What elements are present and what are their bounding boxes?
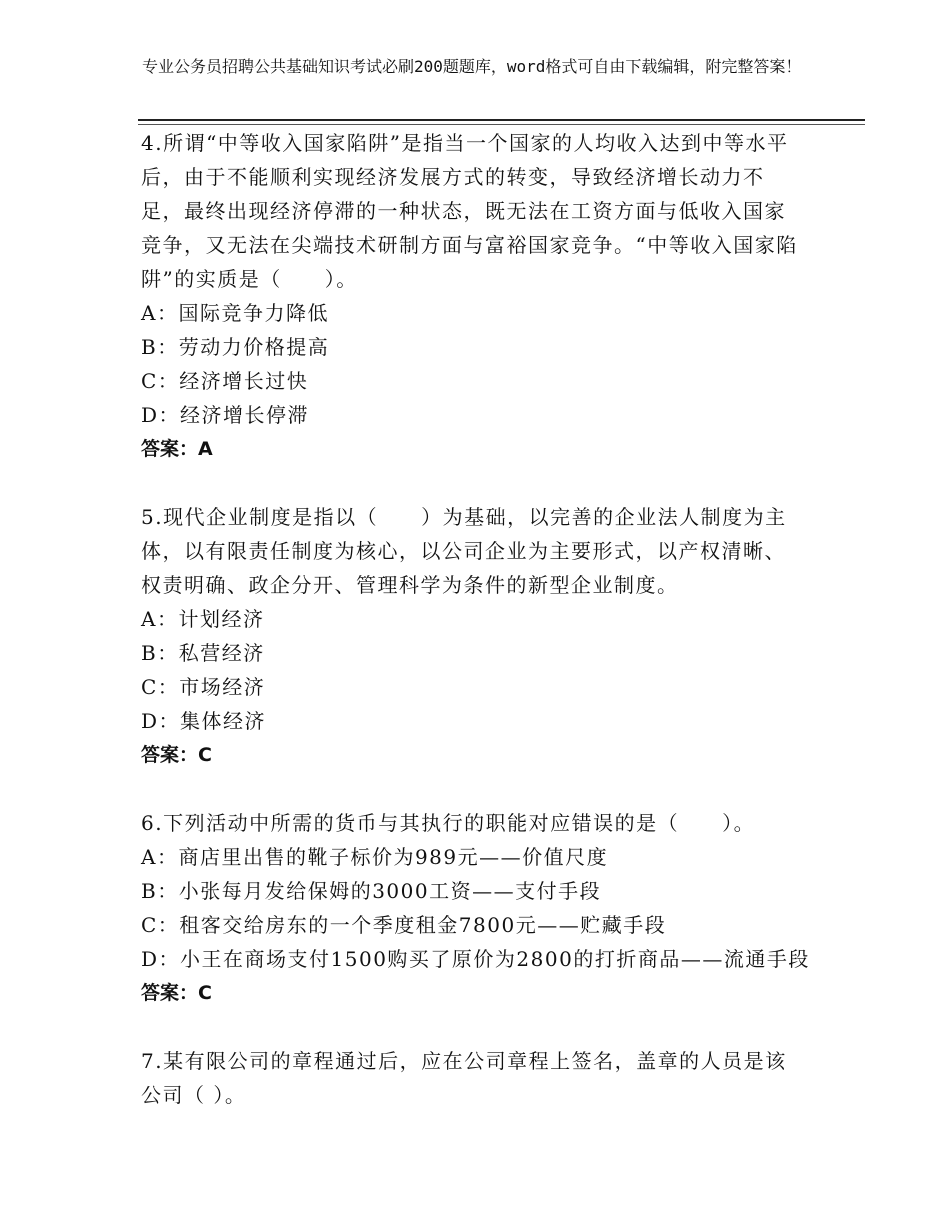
spacer — [141, 1010, 801, 1044]
option-d: D：集体经济 — [141, 709, 267, 733]
option-a: A：国际竞争力降低 — [141, 301, 329, 325]
option-a: A：计划经济 — [141, 607, 265, 631]
option-c: C：经济增长过快 — [141, 369, 309, 393]
question-stem: 7.某有限公司的章程通过后，应在公司章程上签名，盖章的人员是该公司（ ）。 — [141, 1049, 787, 1107]
page-header: 专业公务员招聘公共基础知识考试必刷200题题库，word格式可自由下载编辑，附完整答案！ — [142, 57, 802, 76]
question-list — [141, 126, 810, 1112]
question-5 — [141, 500, 801, 772]
answer-line: 答案：A — [141, 438, 213, 460]
option-b: B：私营经济 — [141, 641, 265, 665]
answer-line: 答案：C — [141, 982, 212, 1004]
option-d: D：经济增长停滞 — [141, 403, 310, 427]
option-b: B：劳动力价格提高 — [141, 335, 330, 359]
spacer — [141, 772, 801, 806]
header-divider-thick — [138, 119, 865, 121]
answer-line: 答案：C — [141, 744, 212, 766]
question-7 — [141, 1044, 801, 1112]
option-b: B：小张每月发给保姆的3000工资——支付手段 — [141, 879, 602, 903]
question-stem: 5.现代企业制度是指以（ ）为基础，以完善的企业法人制度为主体，以有限责任制度为核心，以公司企业为主要形式，以产权清晰、权责明确、政企分开、管理科学为条件的新型企业制度。 — [141, 505, 787, 597]
question-4 — [141, 126, 801, 466]
question-6 — [141, 806, 810, 1010]
option-d: D：小王在商场支付1500购买了原价为2800的打折商品——流通手段 — [141, 947, 810, 971]
option-c: C：市场经济 — [141, 675, 266, 699]
header-divider-thin — [138, 124, 865, 125]
spacer — [141, 466, 801, 500]
option-c: C：租客交给房东的一个季度租金7800元——贮藏手段 — [141, 913, 667, 937]
question-stem: 6.下列活动中所需的货币与其执行的职能对应错误的是（ ）。 — [141, 811, 756, 835]
option-a: A：商店里出售的靴子标价为989元——价值尺度 — [141, 845, 609, 869]
question-stem: 4.所谓“中等收入国家陷阱”是指当一个国家的人均收入达到中等水平后，由于不能顺利实现经济发展方式的转变，导致经济增长动力不足，最终出现经济停滞的一种状态，既无法在工资方面与低收入国家竞争，又无法在尖端技术研制方面与富裕国家竞争。“中等收入国家陷阱”的实质是（ ）。 — [141, 131, 798, 291]
